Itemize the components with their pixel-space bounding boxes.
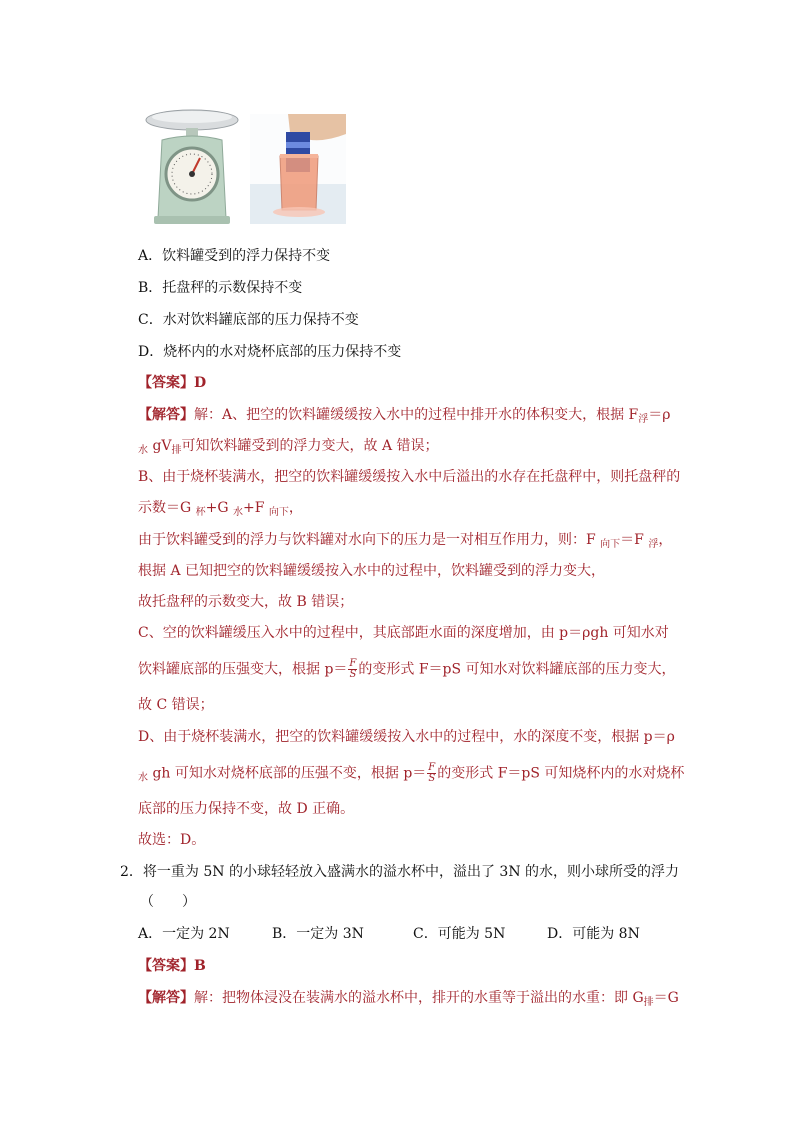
- q1-option-a: A．饮料罐受到的浮力保持不变: [138, 248, 331, 264]
- solution-text: 饮料罐底部的压强变大，根据 p＝: [138, 661, 348, 678]
- solution-text: 解：把物体浸没在装满水的溢水杯中，排开的水重等于溢出的水重：即 G: [194, 990, 644, 1006]
- subscript: 水: [138, 445, 148, 456]
- subscript: 水: [138, 772, 148, 784]
- solution-text: 解：A、把空的饮料罐缓缓按入水中的过程中排开水的体积变大，根据 F: [194, 407, 639, 423]
- equation: +G: [205, 500, 234, 516]
- fraction-numerator: F: [428, 762, 436, 773]
- solution-text: 可知饮料罐受到的浮力变大，故 A 错误；: [181, 438, 439, 454]
- equation: ＝G: [653, 990, 679, 1006]
- q1-answer: 【答案】D: [138, 375, 207, 391]
- fraction-denominator: S: [428, 773, 436, 784]
- q1-solution-line-6: 根据 A 已知把空的饮料罐缓缓按入水中的过程中，饮料罐受到的浮力变大，: [138, 563, 606, 579]
- fraction-denominator: S: [349, 669, 357, 680]
- subscript: 排: [643, 997, 654, 1008]
- q1-solution-line-5: [138, 530, 672, 555]
- q2-option-b: B．一定为 3N: [272, 926, 364, 942]
- equation: +F: [243, 500, 269, 516]
- q2-answer: 【答案】B: [138, 958, 206, 974]
- subscript: 浮: [638, 414, 649, 425]
- fraction-f-over-s: [348, 659, 357, 680]
- equation: ＝F: [620, 532, 649, 548]
- q1-solution-line-11: D、由于烧杯装满水，把空的饮料罐缓缓按入水中的过程中，水的深度不变，根据 p＝ρ: [138, 729, 675, 745]
- solution-text: gh 可知水对烧杯底部的压强不变，根据 p＝: [148, 765, 427, 782]
- question-number: 2．: [120, 864, 143, 880]
- q1-solution-line-8: C、空的饮料罐缓压入水中的过程中，其底部距水面的深度增加，由 p＝ρgh 可知水对: [138, 625, 669, 641]
- punctuation: ，: [658, 532, 673, 548]
- subscript: 向下: [600, 539, 621, 550]
- q2-option-a: A．一定为 2N: [138, 926, 230, 942]
- equation: gV: [148, 438, 172, 454]
- q2-answer-blank: （ ）: [140, 894, 196, 910]
- q1-solution-line-1: [138, 405, 671, 430]
- solution-text: 的变形式 F＝pS 可知水对饮料罐底部的压力变大，: [358, 661, 676, 678]
- solution-tag: 【解答】: [138, 990, 194, 1006]
- subscript: 浮: [648, 539, 659, 550]
- q1-solution-line-10: 故 C 错误；: [138, 697, 214, 713]
- subscript: 排: [171, 445, 182, 456]
- equation: ＝ρ: [648, 407, 671, 423]
- q2-solution-line-1: [138, 988, 679, 1013]
- q1-solution-line-3: B、由于烧杯装满水，把空的饮料罐缓缓按入水中后溢出的水存在托盘秤中，则托盘秤的: [138, 469, 681, 485]
- subscript: 向下: [268, 507, 289, 518]
- subscript: 水: [233, 507, 244, 518]
- q1-solution-line-14: 故选：D。: [138, 832, 206, 848]
- q1-option-d: D．烧杯内的水对烧杯底部的压力保持不变: [138, 344, 402, 360]
- q1-solution-line-13: 底部的压力保持不变，故 D 正确。: [138, 801, 355, 817]
- q2-options: [138, 924, 640, 944]
- q1-solution-line-9: [138, 659, 676, 680]
- solution-text: 由于饮料罐受到的浮力与饮料罐对水向下的压力是一对相互作用力，则：F: [138, 532, 601, 548]
- q1-solution-line-2: [138, 436, 439, 461]
- fraction-f-over-s: [427, 763, 436, 784]
- q2-stem: [120, 862, 679, 882]
- q1-solution-line-4: [138, 498, 303, 523]
- solution-text: 的变形式 F＝pS 可知烧杯内的水对烧杯: [437, 765, 685, 782]
- q1-solution-line-12: [138, 763, 684, 789]
- q1-option-c: C．水对饮料罐底部的压力保持不变: [138, 312, 359, 328]
- kitchen-scale-photo: [140, 102, 244, 228]
- subscript: 杯: [195, 507, 206, 518]
- q2-option-c: C．可能为 5N: [413, 926, 506, 942]
- q1-option-b: B．托盘秤的示数保持不变: [138, 280, 303, 296]
- question-text: 将一重为 5N 的小球轻轻放入盛满水的溢水杯中，溢出了 3N 的水，则小球所受的浮力: [142, 864, 680, 880]
- q1-solution-line-7: 故托盘秤的示数变大，故 B 错误；: [138, 594, 354, 610]
- beaker-hand-can-photo: [250, 114, 346, 224]
- equation: 示数＝G: [138, 500, 196, 516]
- solution-tag: 【解答】: [138, 407, 194, 423]
- q2-option-d: D．可能为 8N: [547, 926, 640, 942]
- fraction-numerator: F: [349, 658, 357, 669]
- punctuation: ，: [288, 500, 303, 516]
